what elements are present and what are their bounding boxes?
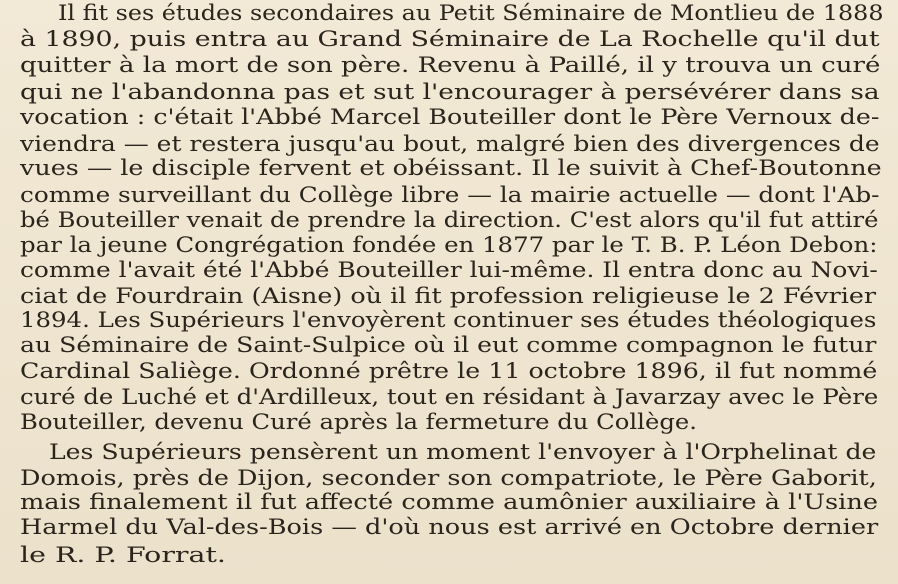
text-line: bé Bouteiller venait de prendre la direction. C'est alors qu'il fut attiré [20, 208, 879, 232]
text-line: ciat de Fourdrain (Aisne) où il fit profession religieuse le 2 Février [20, 284, 877, 308]
text-line: curé de Luché et d'Ardilleux, tout en résidant à Javarzay avec le Père [20, 385, 879, 409]
text-line: mais finalement il fut affecté comme aumônier auxiliaire à l'Usine [20, 490, 879, 514]
text-line: Bouteiller, devenu Curé après la fermeture du Collège. [20, 410, 698, 434]
text-line: comme l'avait été l'Abbé Bouteiller lui-même. Il entra donc au Novi- [20, 258, 878, 282]
text-line: Cardinal Saliège. Ordonné prêtre le 11 octobre 1896, il fut nommé [20, 359, 878, 383]
text-line: 1894. Les Supérieurs l'envoyèrent continuer ses études théologiques [20, 308, 877, 332]
text-line: Il fit ses études secondaires au Petit Séminaire de Montlieu de 1888 [58, 1, 884, 25]
text-line: vues — le disciple fervent et obéissant. Il le suivit à Chef-Boutonne [20, 156, 882, 180]
text-line: le R. P. Forrat. [20, 543, 226, 567]
text-line: comme surveillant du Collège libre — la mairie actuelle — dont l'Ab- [20, 183, 880, 207]
text-line: quitter à la mort de son père. Revenu à Paillé, il y trouva un curé [20, 53, 881, 77]
text-line: Domois, près de Dijon, seconder son compatriote, le Père Gaborit, [20, 466, 877, 490]
text-line: vocation : c'était l'Abbé Marcel Bouteiller dont le Père Vernoux de- [20, 105, 880, 129]
text-line: Les Supérieurs pensèrent un moment l'envoyer à l'Orphelinat de [49, 440, 877, 464]
text-line: Harmel du Val-des-Bois — d'où nous est arrivé en Octobre dernier [20, 515, 879, 539]
text-line: viendra — et restera jusqu'au bout, malgré bien des divergences de [20, 132, 880, 156]
text-line: au Séminaire de Saint-Sulpice où il eut comme compagnon le futur [20, 333, 877, 357]
text-line: à 1890, puis entra au Grand Séminaire de La Rochelle qu'il dut [20, 27, 880, 51]
text-line: par la jeune Congrégation fondée en 1877 par le T. B. P. Léon Debon: [20, 233, 878, 257]
text-line: qui ne l'abandonna pas et sut l'encourager à persévérer dans sa [20, 80, 880, 104]
